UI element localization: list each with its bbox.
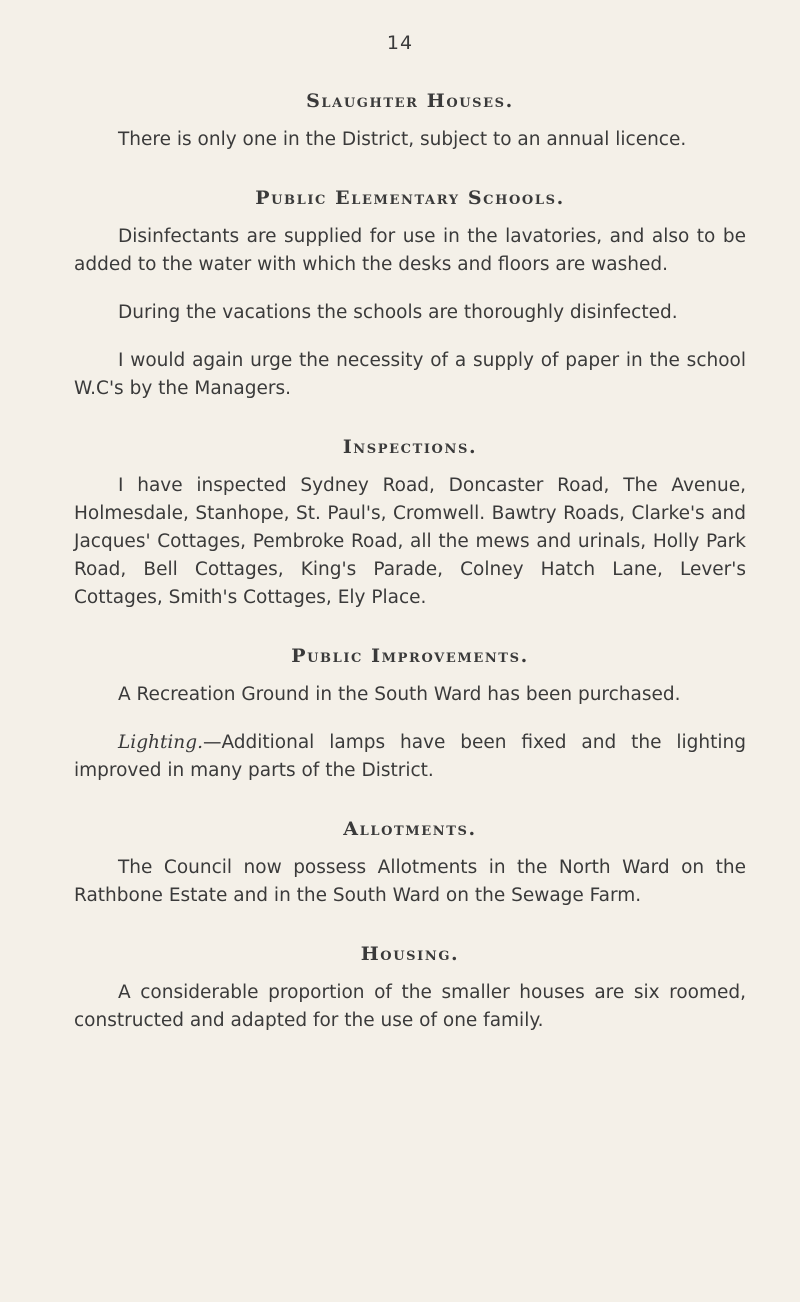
lighting-lead: Lighting. [118,732,203,753]
paragraph-housing: A considerable proportion of the smaller houses are six roomed, constructed and adapted for the use of one family. [74,982,746,1031]
paragraph-vacations: During the vacations the schools are thoroughly disinfected. [118,302,678,323]
paragraph-paper-supply: I would again urge the necessity of a supply of paper in the school W.C's by the Managers. [74,350,746,399]
paragraph-allotments: The Council now possess Allotments in the North Ward on the Rathbone Estate and in the South Ward on the Sewage Farm. [74,857,746,906]
heading-public-elementary-schools: Public Elementary Schools. [255,187,565,209]
paragraph-recreation-ground: A Recreation Ground in the South Ward has been purchased. [118,684,681,705]
heading-allotments: Allotments. [343,818,477,840]
paragraph-lighting [74,729,746,785]
heading-inspections: Inspections. [342,436,478,458]
heading-slaughter-houses: Slaughter Houses. [306,90,514,112]
paragraph-slaughter-houses: There is only one in the District, subject to an annual licence. [118,129,687,150]
page-content [74,90,746,1035]
paragraph-inspections: I have inspected Sydney Road, Doncaster Road, The Avenue, Holmesdale, Stanhope, St. Paul's, Cromwell. Bawtry Roads, Clarke's and Jacques' Cottages, Pembroke Road, all the mews and urinals, Holly Park Road, Bell Cottages, King's Parade, Colney Hatch Lane, Lever's Cottages, Smith's Cottages, Ely Place. [74,475,746,608]
heading-public-improvements: Public Improvements. [291,645,529,667]
page-number: 14 [386,32,414,54]
heading-housing: Housing. [360,943,460,965]
paragraph-disinfectants: Disinfectants are supplied for use in the lavatories, and also to be added to the water with which the desks and floors are washed. [74,226,746,275]
lighting-text: —Additional lamps have been fixed and the lighting improved in many parts of the District. [74,732,746,781]
